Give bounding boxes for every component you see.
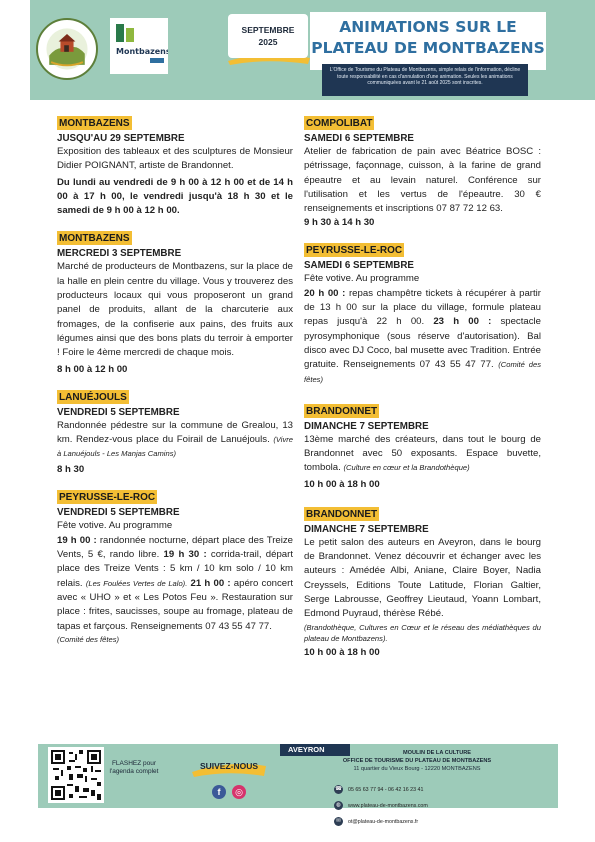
event-town: COMPOLIBAT xyxy=(306,118,373,129)
mail-icon: ✉ xyxy=(334,817,343,826)
event-date: JUSQU'AU 29 SEPTEMBRE xyxy=(57,133,185,144)
event-date: DIMANCHE 7 SEPTEMBRE xyxy=(304,523,429,535)
event-description: Le petit salon des auteurs en Aveyron, dans le bourg de Brandonnet. Venez découvrir et échanger avec les auteurs : Amédée Albi, Aniane, Claire Boyer, Nadia Creyssels, Editions Toute Latitude, Florian Galtier, Serge Labrousse, Geoffrey Lieutaud, Yoann Lombart, Edmond Puyraud, thérèse Rébé. xyxy=(304,536,541,620)
event-intro: Fête votive. Au programme xyxy=(304,273,420,285)
date-month: SEPTEMBRE xyxy=(241,25,295,35)
event-description: Exposition des tableaux et des sculptures de Monsieur Didier POIGNANT, artiste de Brandonnet. xyxy=(57,146,293,172)
page-title-line2: PLATEAU DE MONTBAZENS xyxy=(311,39,545,57)
office-name: OFFICE DE TOURISME DU PLATEAU DE MONTBAZENS xyxy=(342,758,492,764)
title-box xyxy=(310,12,546,70)
office-street: 11 quartier du Vieux Bourg - 12220 MONTBAZENS xyxy=(353,766,481,772)
event-card xyxy=(304,401,541,492)
event-description: 13ème marché des créateurs, dans tout le bourg de Brandonnet avec 50 exposants. Espace buvette, tombola. (Culture en cœur et la Brandothèque) xyxy=(304,433,541,474)
event-organizer: (Comité des fêtes) xyxy=(304,360,541,384)
contact-email[interactable]: ✉ ot@plateau-de-montbazens.fr xyxy=(334,817,418,826)
follow-us-label: SUIVEZ-NOUS xyxy=(199,761,259,771)
office-building: MOULIN DE LA CULTURE xyxy=(402,750,472,756)
event-description: Randonnée pédestre sur la commune de Grealou, 13 km. Rendez-vous place du Foirail de Lanuéjouls. (Vivre à Lanuéjouls - Les Manjas Camins) xyxy=(57,419,294,459)
event-card xyxy=(57,387,293,478)
aveyron-badge: AVEYRON xyxy=(280,744,350,756)
event-card xyxy=(304,504,541,660)
event-organizer: (Culture en cœur et la Brandothèque) xyxy=(343,463,470,473)
event-time: 10 h 00 à 18 h 00 xyxy=(304,646,380,658)
disclaimer-text: L'Office de Tourisme du Plateau de Montbazens, simple relais de l'information, décline toute responsabilité en cas d'annulation d'une animation. Seules les animations communiquées avant le 21 août 2025 sont inscrites. xyxy=(329,67,521,87)
date-year: 2025 xyxy=(258,37,278,47)
left-column xyxy=(57,113,293,656)
event-town: MONTBAZENS xyxy=(59,233,130,245)
event-date: SAMEDI 6 SEPTEMBRE xyxy=(304,260,414,272)
event-organizer: (Comité des fêtes) xyxy=(57,634,120,644)
tourism-logo-graphic xyxy=(110,18,168,74)
tourism-logo xyxy=(110,18,168,74)
event-card xyxy=(57,228,293,376)
globe-icon: ◍ xyxy=(334,801,343,810)
right-column xyxy=(304,113,541,670)
disclaimer-box xyxy=(322,64,528,96)
event-description: 19 h 00 : randonnée nocturne, départ place des Treize Vents, 5 €, rando libre. 19 h 30 : corrida-trail, départ place des Treize Vents : 5 km / 10 km solo / 10 km relais. (Les Foulées Vertes de Lalo). 21 h 00 : apéro concert avec « UHO » et « Les Potos Feu ». Restauration sur place : frites, saucisses, soupe au fromage, plateau de tapas et farçous. Renseignements 07 43 55 47 77. xyxy=(57,534,293,632)
page-title-line1: ANIMATIONS SUR LE xyxy=(339,18,517,36)
event-organizer: (Brandothèque, Cultures en Cœur et le réseau des médiathèques du plateau de Montbazens). xyxy=(304,622,541,643)
event-card xyxy=(57,113,293,218)
instagram-icon[interactable]: ◎ xyxy=(232,785,246,799)
event-date: VENDREDI 5 SEPTEMBRE xyxy=(57,507,180,519)
office-address xyxy=(302,749,532,773)
contact-phone: ☎ 05 65 63 77 94 - 06 42 16 23 41 xyxy=(335,786,424,793)
event-town: LANUÉJOULS xyxy=(59,391,127,403)
phone-icon: ☎ xyxy=(335,786,342,792)
header xyxy=(0,0,595,108)
contact-web[interactable]: ◍ www.plateau-de-montbazens.com xyxy=(334,801,428,810)
event-date: SAMEDI 6 SEPTEMBRE xyxy=(304,133,414,144)
event-time: 10 h 00 à 18 h 00 xyxy=(304,478,380,490)
event-date: VENDREDI 5 SEPTEMBRE xyxy=(57,406,180,418)
event-time: 8 h 00 à 12 h 00 xyxy=(57,363,128,375)
event-time: 9 h 30 à 14 h 30 xyxy=(304,217,375,229)
event-town: PEYRUSSE-LE-ROC xyxy=(59,492,156,504)
event-description: Atelier de fabrication de pain avec Béatrice BOSC : pétrissage, façonnage, cuisson, à la farine de grand épeautre et au levain naturel. Conférence sur l'utilisation et les vertus de l'épeautre. 30 € renseignements et inscriptions 07 87 72 12 63. xyxy=(304,146,541,215)
community-logo-graphic xyxy=(38,20,96,78)
qr-code-icon xyxy=(51,750,101,800)
event-description: 20 h 00 : repas champêtre tickets à récupérer à partir de 13 h 00 sur la place du village, formule plateau repas jusqu'à 22 h 00. 23 h 00 : spectacle pyrosymphonique (sous réserve d'autorisation). Bal disco avec DJ Coco, bal musette avec Tradition. Entrée gratuite. Renseignements 07 43 55 47 77. (Comité des fêtes) xyxy=(304,287,541,384)
event-organizer: (Vivre à Lanuéjouls - Les Manjas Camins) xyxy=(57,434,294,459)
event-card xyxy=(57,487,293,645)
event-time: 8 h 30 xyxy=(57,464,85,476)
date-badge xyxy=(228,14,308,58)
facebook-icon[interactable]: f xyxy=(212,785,226,799)
qr-caption: FLASHEZ pour l'agenda complet xyxy=(109,760,159,775)
event-card xyxy=(304,240,541,386)
event-town: MONTBAZENS xyxy=(59,118,130,129)
event-card xyxy=(304,113,541,230)
event-date: DIMANCHE 7 SEPTEMBRE xyxy=(304,420,429,432)
event-description: Marché de producteurs de Montbazens, sur la place de la halle en plein centre du village. Vous y trouverez des producteurs locaux qui vous proposeront un grand panel de produits, allant de la charcuterie aux fromages, de la confiserie aux pains, des fruits aux légumes ainsi que des bons plats du terroir à emporter ! Foire le 4ème mercredi de chaque mois. xyxy=(57,261,293,359)
community-logo xyxy=(36,18,98,80)
event-town: PEYRUSSE-LE-ROC xyxy=(306,245,403,257)
event-date: MERCREDI 3 SEPTEMBRE xyxy=(57,248,182,260)
event-town: BRANDONNET xyxy=(306,508,378,520)
event-schedule: Du lundi au vendredi de 9 h 00 à 12 h 00 et de 14 h 00 à 17 h 00, le vendredi jusqu'à 18 h 30 et le samedi de 9 h 00 à 12 h 00. xyxy=(57,176,293,217)
agenda-qr-code[interactable] xyxy=(48,747,104,803)
event-town: BRANDONNET xyxy=(306,405,378,417)
svg-text:Montbazens: Montbazens xyxy=(116,47,168,56)
event-intro: Fête votive. Au programme xyxy=(57,520,173,532)
